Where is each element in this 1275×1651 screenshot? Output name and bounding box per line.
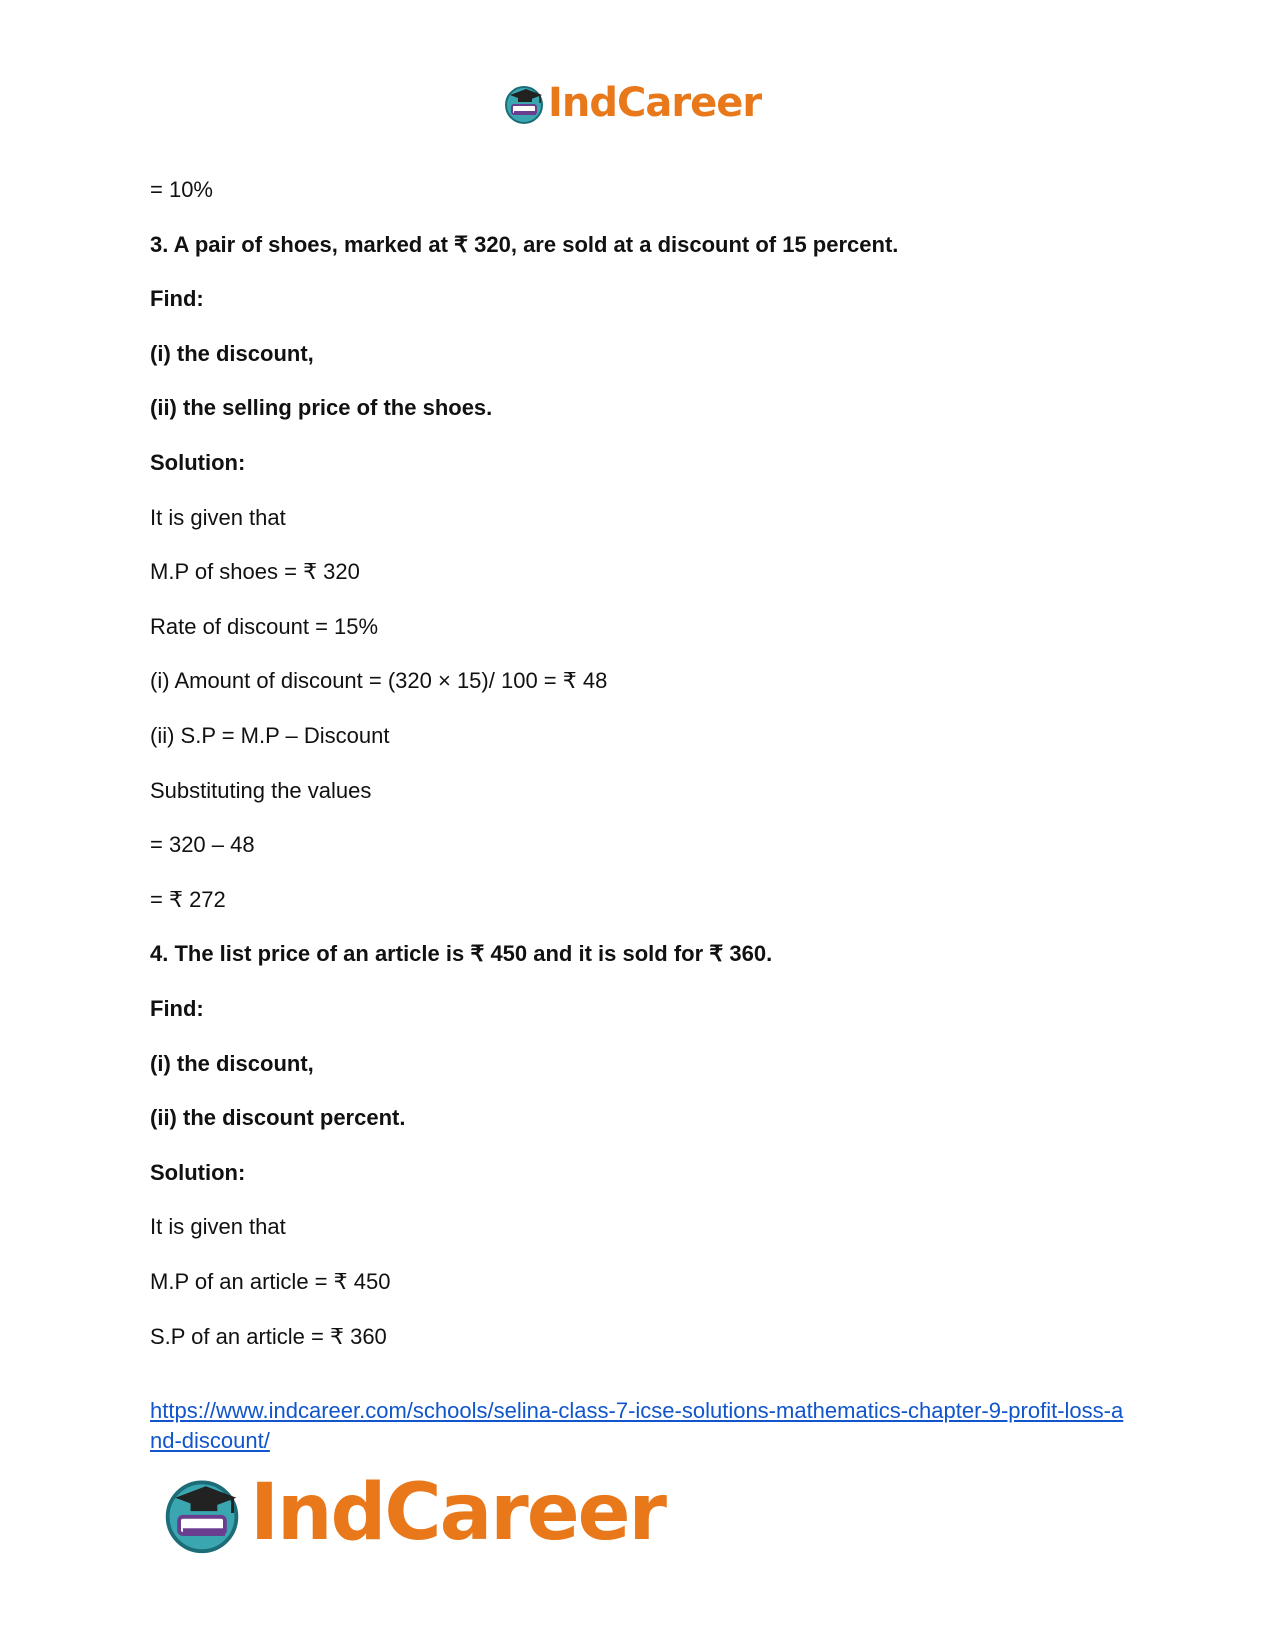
question-line: 4. The list price of an article is ₹ 450 and it is sold for ₹ 360. — [150, 941, 773, 967]
solution-line: M.P of an article = ₹ 450 — [150, 1269, 391, 1294]
solution-line: (i) Amount of discount = (320 × 15)/ 100 = ₹ 48 — [150, 668, 608, 694]
solution-line: S.P of an article = ₹ 360 — [150, 1323, 387, 1349]
footer-brand-text: IndCareer — [250, 1468, 665, 1558]
solution-line: It is given that — [150, 1214, 286, 1240]
question-line: (ii) the selling price of the shoes. — [150, 395, 493, 421]
source-link[interactable]: https://www.indcareer.com/schools/selina-class-7-icse-solutions-mathematics-chapter-9-profit-loss-and-discount/ — [150, 1398, 1124, 1453]
solution-line: = ₹ 272 — [150, 886, 226, 912]
footer-logo — [160, 1470, 665, 1556]
solution-line: = 320 – 48 — [150, 832, 255, 858]
question-line: (i) the discount, — [150, 340, 314, 366]
header-logo — [502, 78, 761, 128]
solution-line: = 10% — [150, 177, 213, 202]
solution-line: M.P of shoes = ₹ 320 — [150, 559, 360, 585]
graduation-book-globe-icon — [502, 81, 546, 125]
question-line: Solution: — [150, 1159, 246, 1185]
graduation-book-globe-icon — [160, 1471, 244, 1555]
solution-line: Rate of discount = 15% — [150, 613, 379, 639]
solution-line: It is given that — [150, 504, 286, 530]
question-line: 3. A pair of shoes, marked at ₹ 320, are sold at a discount of 15 percent. — [150, 231, 899, 257]
solution-line: (ii) S.P = M.P – Discount — [150, 723, 390, 748]
solution-line: Substituting the values — [150, 777, 372, 803]
question-line: Find: — [150, 286, 204, 312]
question-line: Solution: — [150, 450, 246, 475]
question-line: (i) the discount, — [150, 1050, 314, 1076]
question-line: Find: — [150, 996, 204, 1021]
question-line: (ii) the discount percent. — [150, 1105, 406, 1131]
header-brand-text: IndCareer — [548, 80, 762, 126]
